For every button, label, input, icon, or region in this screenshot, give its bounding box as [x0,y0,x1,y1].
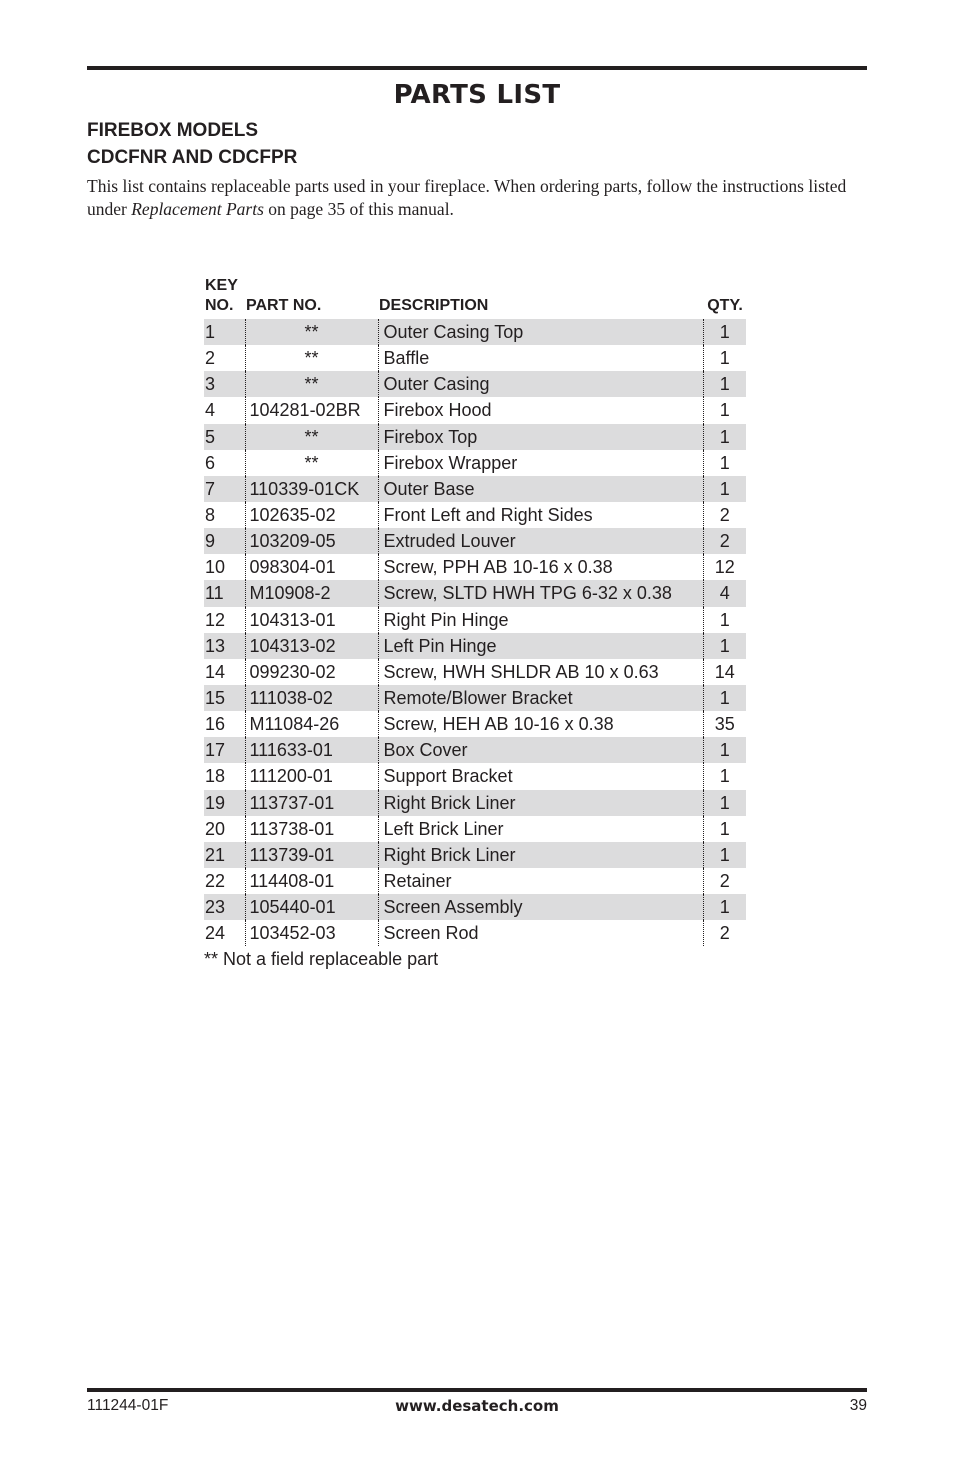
part-no-cell: 099230-02 [245,659,378,685]
qty-cell: 1 [703,842,746,868]
table-row [204,607,746,633]
qty-cell: 2 [703,920,746,946]
key-no-cell: 23 [204,894,245,920]
key-no-cell: 15 [204,685,245,711]
description-cell: Screw, HWH SHLDR AB 10 x 0.63 [378,659,703,685]
key-no-cell: 22 [205,871,226,892]
qty-cell: 1 [703,816,746,842]
table-row [204,450,746,476]
key-no-cell: 7 [204,476,245,502]
key-no-cell: 4 [205,400,216,421]
part-no-cell: 111633-01 [245,737,378,763]
table-row [204,763,746,789]
section-heading-line2: CDCFNR AND CDCFPR [87,147,298,168]
description-cell: Right Brick Liner [378,842,703,868]
key-no-cell: 19 [204,790,245,816]
table-row [204,633,746,659]
key-no-cell: 18 [205,766,226,787]
part-no-cell: ** [245,345,378,371]
qty-cell: 12 [703,554,746,580]
description-cell: Screw, HEH AB 10-16 x 0.38 [378,711,703,737]
intro-italic-reference: Replacement Parts [131,199,264,219]
qty-cell: 1 [703,450,746,476]
key-no-cell: 17 [204,737,245,763]
description-cell: Left Pin Hinge [378,633,703,659]
table-row [204,371,746,397]
key-no-cell: 24 [205,923,226,944]
description-cell: Baffle [378,345,703,371]
description-cell: Support Bracket [378,763,703,789]
part-no-cell: 111200-01 [245,763,378,789]
key-no-cell: 6 [205,452,216,473]
description-cell: Left Brick Liner [378,816,703,842]
table-row [204,920,746,946]
qty-cell: 1 [703,476,746,502]
description-cell: Screw, SLTD HWH TPG 6-32 x 0.38 [378,580,703,606]
parts-table [204,276,746,946]
part-no-cell: ** [245,424,378,450]
table-row [204,868,746,894]
qty-cell: 2 [703,502,746,528]
key-no-cell: 21 [204,842,245,868]
qty-cell: 1 [703,633,746,659]
table-row [204,685,746,711]
description-cell: Firebox Wrapper [378,450,703,476]
description-cell: Screw, PPH AB 10-16 x 0.38 [378,554,703,580]
key-no-cell: 16 [205,714,226,735]
header-qty: QTY. [707,297,743,314]
key-no-cell: 13 [204,633,245,659]
part-no-cell: 104313-01 [245,607,378,633]
qty-cell: 1 [703,424,746,450]
part-no-cell: 105440-01 [245,894,378,920]
table-row [204,397,746,423]
key-no-cell: 5 [204,424,245,450]
table-row [204,842,746,868]
part-no-cell: 113739-01 [245,842,378,868]
description-cell: Extruded Louver [378,528,703,554]
table-row [204,554,746,580]
section-heading-line1: FIREBOX MODELS [87,120,259,141]
part-no-cell: 103209-05 [245,528,378,554]
description-cell: Firebox Top [378,424,703,450]
header-key-no: KEY NO. [205,277,238,314]
key-no-cell: 14 [205,661,226,682]
key-no-cell: 1 [204,319,245,345]
part-no-cell: 111038-02 [245,685,378,711]
part-no-cell: 110339-01CK [245,476,378,502]
table-row [204,790,746,816]
part-no-cell: 102635-02 [245,502,378,528]
description-cell: Outer Base [378,476,703,502]
qty-cell: 1 [703,607,746,633]
header-part-no: PART NO. [246,297,322,314]
qty-cell: 4 [703,580,746,606]
page-title: PARTS LIST [393,80,561,110]
part-no-cell: 104281-02BR [245,397,378,423]
qty-cell: 1 [703,685,746,711]
qty-cell: 2 [703,528,746,554]
part-no-cell: 113738-01 [245,816,378,842]
part-no-cell: 104313-02 [245,633,378,659]
part-no-cell: 098304-01 [245,554,378,580]
table-row [204,528,746,554]
part-no-cell: M10908-2 [245,580,378,606]
key-no-cell: 3 [204,371,245,397]
page-number: 39 [849,1397,867,1414]
qty-cell: 14 [703,659,746,685]
qty-cell: 2 [703,868,746,894]
key-no-cell: 8 [205,505,216,526]
parts-table-body [204,319,746,946]
qty-cell: 1 [703,763,746,789]
table-row [204,424,746,450]
description-cell: Right Pin Hinge [378,607,703,633]
table-header-row [204,276,746,319]
qty-cell: 1 [703,371,746,397]
table-row [204,659,746,685]
qty-cell: 1 [703,737,746,763]
description-cell: Outer Casing [378,371,703,397]
key-no-cell: 20 [205,818,226,839]
key-no-cell: 12 [205,609,226,630]
description-cell: Screen Assembly [378,894,703,920]
description-cell: Screen Rod [378,920,703,946]
website: www.desatech.com [395,1397,559,1415]
part-no-cell: ** [245,319,378,345]
top-rule [87,66,867,70]
part-no-cell: 103452-03 [245,920,378,946]
part-no-cell: M11084-26 [245,711,378,737]
description-cell: Front Left and Right Sides [378,502,703,528]
description-cell: Firebox Hood [378,397,703,423]
intro-text-end: on page 35 of this manual. [263,199,454,219]
table-row [204,580,746,606]
qty-cell: 1 [703,894,746,920]
table-row [204,737,746,763]
intro-text-start: This list contains replaceable parts used in your fireplace. When ordering parts, follow the instructions listed under [87,176,847,219]
key-no-cell: 11 [204,580,245,606]
table-footnote: ** Not a field replaceable part [204,949,439,969]
description-cell: Box Cover [378,737,703,763]
table-row [204,711,746,737]
intro-paragraph [87,175,869,221]
key-no-cell: 2 [205,348,216,369]
header-description: DESCRIPTION [379,297,489,314]
description-cell: Right Brick Liner [378,790,703,816]
description-cell: Remote/Blower Bracket [378,685,703,711]
description-cell: Outer Casing Top [378,319,703,345]
qty-cell: 1 [703,790,746,816]
part-no-cell: 114408-01 [245,868,378,894]
qty-cell: 1 [703,397,746,423]
table-row [204,319,746,345]
doc-number: 111244-01F [87,1397,169,1414]
key-no-cell: 10 [205,557,226,578]
part-no-cell: ** [245,371,378,397]
part-no-cell: ** [245,450,378,476]
qty-cell: 1 [703,319,746,345]
table-row [204,816,746,842]
table-row [204,476,746,502]
qty-cell: 1 [703,345,746,371]
part-no-cell: 113737-01 [245,790,378,816]
table-row [204,345,746,371]
description-cell: Retainer [378,868,703,894]
qty-cell: 35 [703,711,746,737]
table-row [204,502,746,528]
key-no-cell: 9 [204,528,245,554]
table-row [204,894,746,920]
bottom-rule [87,1388,867,1392]
